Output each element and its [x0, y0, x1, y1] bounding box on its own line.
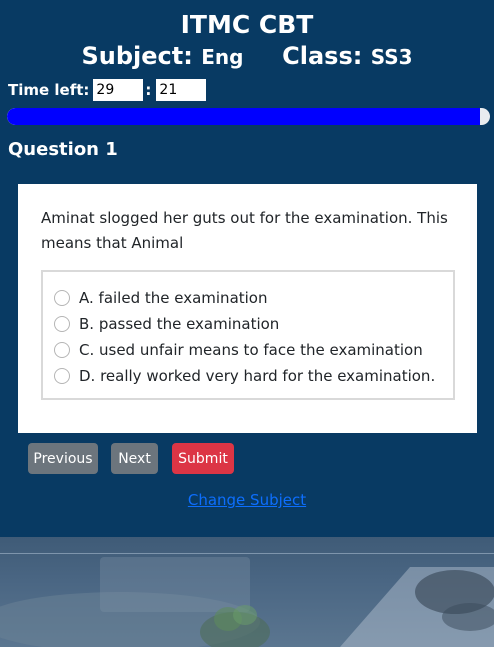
answer-options	[41, 270, 455, 400]
option-c-radio[interactable]	[54, 342, 70, 358]
option-c-label: C. used unfair means to face the examination	[79, 341, 423, 359]
subject-label: Subject:	[81, 42, 193, 70]
question-heading: Question 1	[8, 139, 118, 160]
app-title: ITMC CBT	[180, 10, 314, 39]
option-a[interactable]	[43, 285, 453, 311]
question-text: Aminat slogged her guts out for the examination. This means that Animal	[41, 209, 448, 252]
option-a-radio[interactable]	[54, 290, 70, 306]
divider	[0, 553, 494, 554]
option-b[interactable]	[43, 311, 453, 337]
previous-button[interactable]: Previous	[28, 443, 98, 474]
option-b-radio[interactable]	[54, 316, 70, 332]
timer-separator: :	[145, 81, 152, 99]
time-progress-fill	[7, 108, 480, 125]
timer-seconds-field[interactable]	[156, 79, 206, 101]
question-card	[18, 184, 477, 433]
background-photo	[0, 537, 494, 647]
option-c[interactable]	[43, 337, 453, 363]
timer-label: Time left:	[8, 81, 90, 99]
option-b-label: B. passed the examination	[79, 315, 280, 333]
subject-class-line	[0, 41, 494, 72]
option-d-label: D. really worked very hard for the examination.	[79, 367, 436, 385]
submit-button[interactable]: Submit	[172, 443, 234, 474]
class-value: SS3	[370, 45, 413, 69]
class-label: Class:	[282, 42, 363, 70]
next-button[interactable]: Next	[111, 443, 158, 474]
subject-value: Eng	[201, 45, 244, 69]
time-progress-bar	[7, 108, 490, 125]
option-a-label: A. failed the examination	[79, 289, 268, 307]
option-d[interactable]	[43, 363, 453, 389]
timer-row	[8, 79, 206, 101]
option-d-radio[interactable]	[54, 368, 70, 384]
timer-minutes-field[interactable]	[93, 79, 143, 101]
change-subject-link[interactable]: Change Subject	[187, 491, 307, 509]
